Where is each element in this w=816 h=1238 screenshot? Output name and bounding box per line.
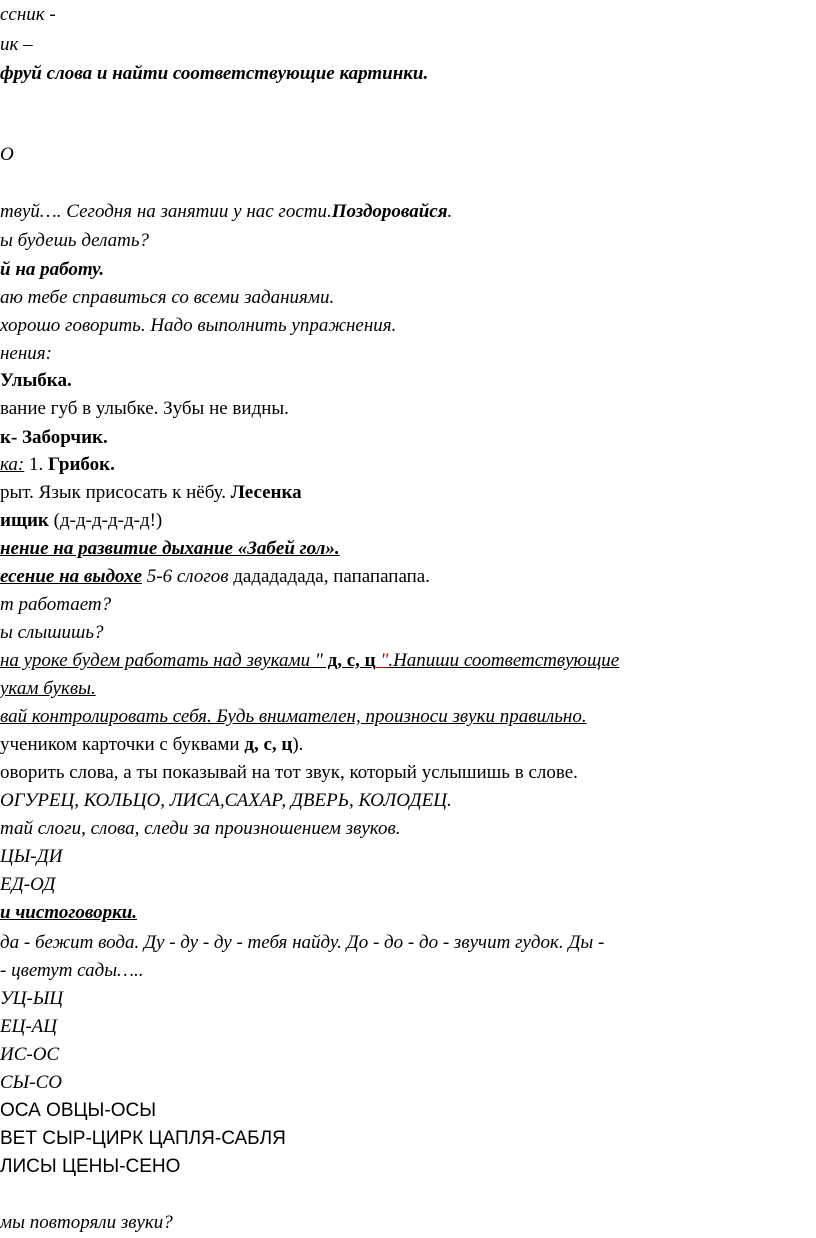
text-line: учеником карточки с буквами д, с, ц). xyxy=(0,734,304,755)
text-line: т работает? xyxy=(0,594,112,615)
text-line: ик – xyxy=(0,34,33,55)
exercise-title: к- Заборчик. xyxy=(0,427,108,448)
text-line: ы будешь делать? xyxy=(0,230,150,251)
syllable-line: ИС-ОС xyxy=(0,1044,60,1065)
text-line: ссник - xyxy=(0,4,56,25)
text-line: вай контролировать себя. Будь внимателен, произноси звуки правильно. xyxy=(0,706,587,727)
text-line: да - бежит вода. Ду - ду - ду - тебя найду. До - до - до - звучит гудок. Ды - xyxy=(0,932,605,953)
word-pairs-line: ЛИСЫ ЦЕНЫ-СЕНО xyxy=(0,1156,181,1177)
word-pairs-line: ВЕТ СЫР-ЦИРК ЦАПЛЯ-САБЛЯ xyxy=(0,1128,286,1149)
word-pairs-line: ОСА ОВЦЫ-ОСЫ xyxy=(0,1100,157,1121)
syllable-line: ЦЫ-ДИ xyxy=(0,846,63,867)
syllable-line: СЫ-СО xyxy=(0,1072,62,1093)
text-line: ищик (д-д-д-д-д-д!) xyxy=(0,510,163,531)
syllable-line: ЕД-ОД xyxy=(0,874,56,895)
text-line: вание губ в улыбке. Зубы не видны. xyxy=(0,398,289,419)
task-heading: фруй слова и найти соответствующие картинки. xyxy=(0,63,429,84)
text-line: рыт. Язык присосать к нёбу. Лесенка xyxy=(0,482,302,503)
exercise-title: нение на развитие дыхание «Забей гол». xyxy=(0,538,340,559)
text-line: ы слышишь? xyxy=(0,622,104,643)
syllable-line: УЦ-ЫЦ xyxy=(0,988,64,1009)
text-line: О xyxy=(0,144,14,165)
section-title: и чистоговорки. xyxy=(0,902,138,923)
text-line: тай слоги, слова, следи за произношением звуков. xyxy=(0,818,401,839)
text-line: на уроке будем работать над звуками " д, с, ц ".Напиши соответствующие xyxy=(0,650,620,671)
text-line: мы повторяли звуки? xyxy=(0,1212,173,1233)
text-line: нения: xyxy=(0,343,52,364)
text-line: ка: 1. Грибок. xyxy=(0,454,115,475)
text-line: хорошо говорить. Надо выполнить упражнения. xyxy=(0,315,397,336)
text-line: оворить слова, а ты показывай на тот звук, который услышишь в слове. xyxy=(0,762,578,783)
word-list: ОГУРЕЦ, КОЛЬЦО, ЛИСА,САХАР, ДВЕРЬ, КОЛОДЕЦ. xyxy=(0,790,452,811)
text-line: аю тебе справиться со всеми заданиями. xyxy=(0,287,335,308)
exercise-title: Улыбка. xyxy=(0,370,72,391)
text-line: укам буквы. xyxy=(0,678,96,699)
syllable-line: ЕЦ-АЦ xyxy=(0,1016,57,1037)
text-line: твуй…. Сегодня на занятии у нас гости.Поздоровайся. xyxy=(0,201,453,222)
text-line: - цветут сады….. xyxy=(0,960,144,981)
text-line: есение на выдохе 5-6 слогов дадададада, папапапапа. xyxy=(0,566,430,587)
text-line: й на работу. xyxy=(0,259,105,280)
